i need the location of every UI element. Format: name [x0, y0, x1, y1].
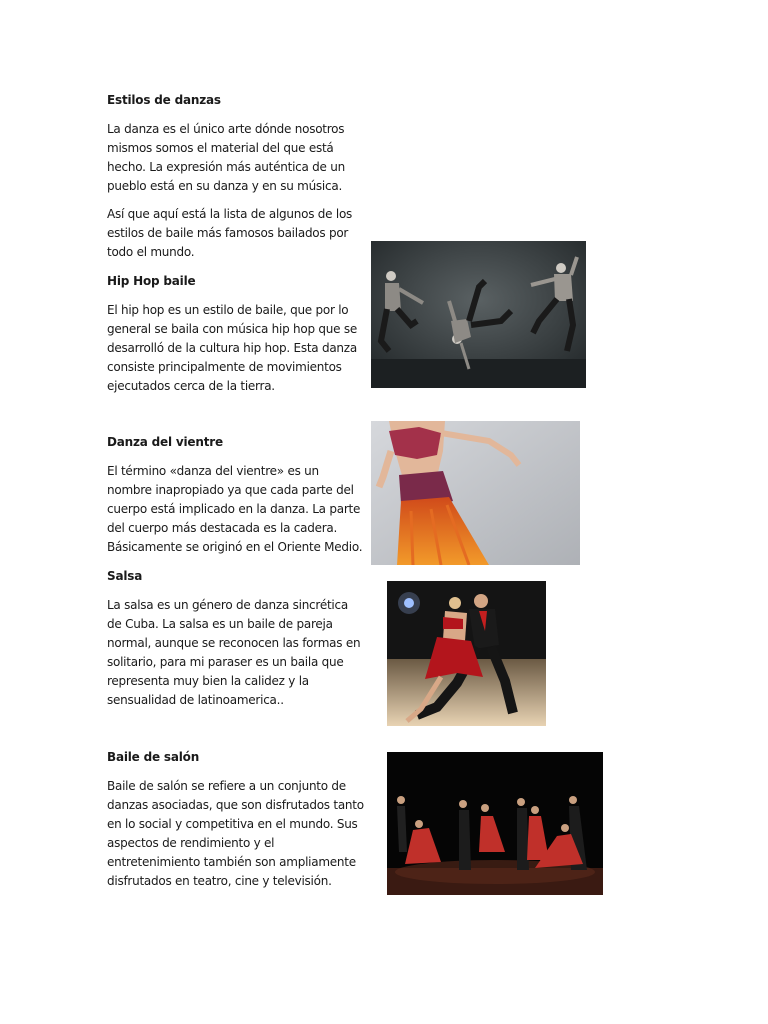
section-heading: Danza del vientre — [107, 435, 223, 449]
section-heading: Salsa — [107, 569, 143, 583]
section-text: El término «danza del vientre» es un nombre inapropiado ya que cada parte del cuerpo está implicado en la danza. La parte del cuerpo más destacada es la cadera. Básicamente se originó en el Oriente Medio. — [107, 464, 363, 554]
section-hip-hop — [107, 272, 365, 396]
intro-paragraph-1: La danza es el único arte dónde nosotros mismos somos el material del que está hecho. La expresión más auténtica de un pueblo está en su danza y en su música. — [107, 122, 345, 193]
intro-paragraph-2: Así que aquí está la lista de algunos de los estilos de baile más famosos bailados por todo el mundo. — [107, 207, 353, 259]
section-danza-del-vientre — [107, 433, 365, 557]
section-text: Baile de salón se refiere a un conjunto de danzas asociadas, que son disfrutados tanto en lo social y competitiva en el mundo. Sus aspectos de rendimiento y el entretenimiento también son ampliamente disfrutados en teatro, cine y televisión. — [107, 779, 364, 888]
section-text: La salsa es un género de danza sincrética de Cuba. La salsa es un baile de pareja normal, aunque se reconocen las formas en solitario, para mi paraser es un baila que representa muy bien la calidez y la sensualidad de latinoamerica.. — [107, 598, 361, 707]
section-text: El hip hop es un estilo de baile, que por lo general se baila con música hip hop que se desarrolló de la cultura hip hop. Esta danza consiste principalmente de movimientos ejecutados cerca de la tierra. — [107, 303, 357, 393]
intro-block — [107, 91, 365, 262]
ballroom-photo — [387, 752, 603, 895]
salsa-photo — [387, 581, 546, 726]
document-title: Estilos de danzas — [107, 93, 221, 107]
section-baile-de-salon — [107, 748, 365, 891]
hip-hop-photo — [371, 241, 586, 388]
belly-dance-photo — [371, 421, 580, 565]
section-heading: Baile de salón — [107, 750, 200, 764]
section-heading: Hip Hop baile — [107, 274, 196, 288]
section-salsa — [107, 567, 365, 710]
